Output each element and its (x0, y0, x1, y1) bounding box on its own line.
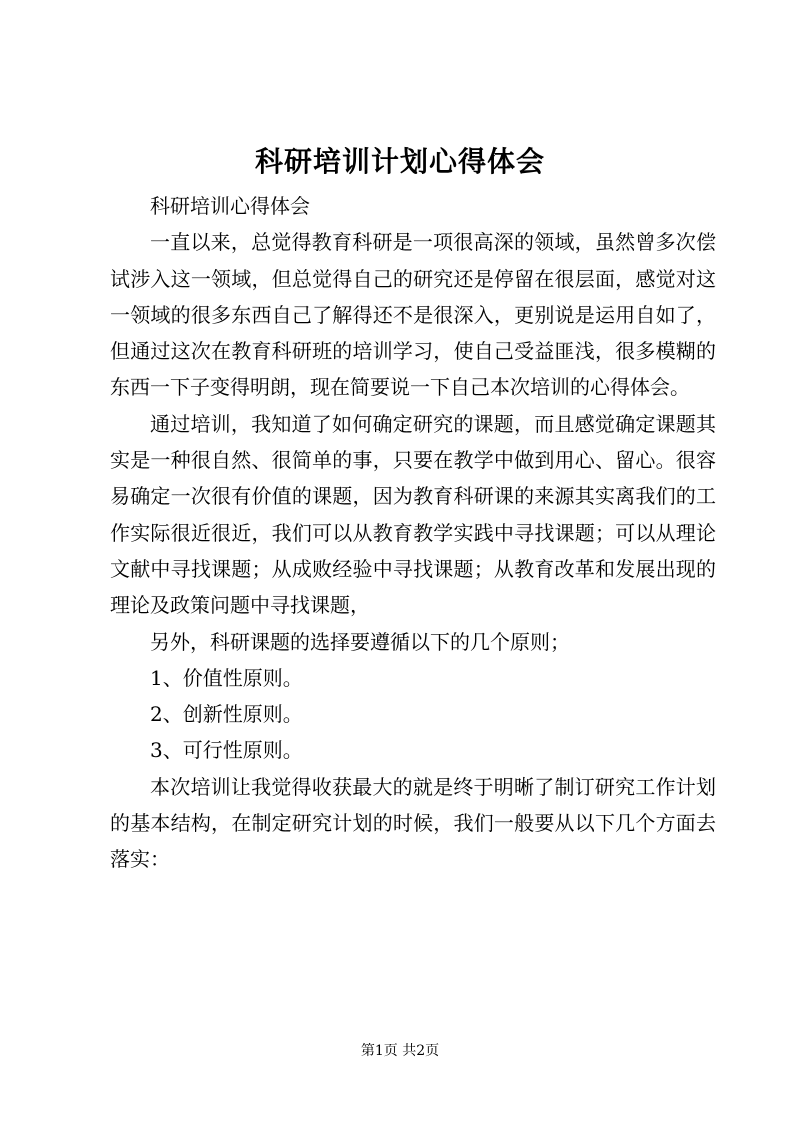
paragraph-subtitle: 科研培训心得体会 (150, 194, 310, 218)
paragraph-principles-intro: 另外，科研课题的选择要遵循以下的几个原则； (150, 629, 570, 654)
paragraph-topic-selection: 通过培训，我知道了如何确定研究的课题，而且感觉确定课题其实是一种很自然、很简单的事，只要在教学中做到用心、留心。很容易确定一次很有价值的课题，因为教育科研课的来源其实离我们的工作实际很近很近，我们可以从教育教学实践中寻找课题；可以从理论文献中寻找课题；从成败经验中寻找课题；从教育改革和发展出现的理论及政策问题中寻找课题， (110, 411, 716, 618)
list-item-principle-1: 1、价值性原则。 (150, 665, 303, 690)
paragraph-research-plan: 本次培训让我觉得收获最大的就是终于明晰了制订研究工作计划的基本结构，在制定研究计划的时候，我们一般要从以下几个方面去落实： (110, 774, 716, 872)
paragraph-intro: 一直以来，总觉得教育科研是一项很高深的领域，虽然曾多次偿试涉入这一领域，但总觉得自己的研究还是停留在很层面，感觉对这一领域的很多东西自己了解得还不是很深入，更别说是运用自如了，但通过这次在教育科研班的培训学习，使自己受益匪浅，很多模糊的东西一下子变得明朗，现在简要说一下自己本次培训的心得体会。 (110, 230, 716, 400)
document-body (110, 188, 716, 878)
document-title: 科研培训计划心得体会 (254, 145, 545, 178)
list-item-principle-2: 2、创新性原则。 (150, 702, 303, 727)
page-number-footer: 第1页 共2页 (360, 1043, 440, 1059)
list-item-principle-3: 3、可行性原则。 (150, 738, 303, 763)
